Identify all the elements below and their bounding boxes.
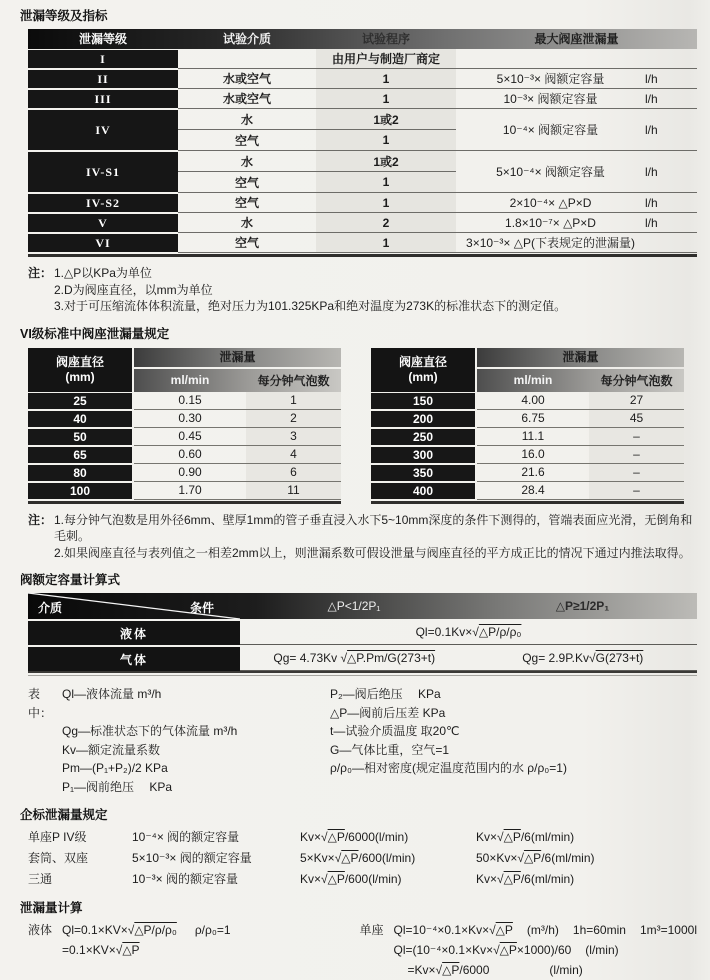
seat-leakage-tables (28, 348, 697, 504)
single-seat-label: 单座 (359, 923, 384, 937)
formula: =0.1×KV×√△P (62, 943, 140, 957)
liquid-formula: Ql=0.1Kv×√ △P/ρ/ρ₀ (415, 624, 522, 639)
table-row: 25 0.15 1 (28, 392, 341, 410)
table-row (28, 49, 697, 69)
diameter-header-cell: 阀座直径 (mm) (371, 348, 475, 392)
leakage-calculation-block (28, 920, 697, 980)
grade-cell: IV-S1 (28, 152, 178, 192)
table-bottom-rule (28, 501, 341, 504)
grade-cell: I (28, 50, 178, 68)
table-row (28, 193, 697, 213)
leakage-cell: 1.8×10⁻⁷× △P×D (505, 215, 596, 230)
rated-capacity-table (28, 593, 697, 676)
leakage-cell (456, 49, 645, 68)
liquid-label-cell: 液体 (28, 621, 240, 645)
formula: Ql=0.1×KV×√△P/ρ/ρ₀ (62, 923, 177, 937)
unit-cell: l/h (645, 164, 658, 179)
procedure-cell: 由用户与制造厂商定 (316, 49, 456, 68)
note-item: 1.每分钟气泡数是用外径6mm、壁厚1mm的管子垂直浸入水下5~10mm深度的条件下测得的，管端表面应光滑，无倒角和毛刺。 (54, 512, 693, 543)
leakage-cell: 5×10⁻⁴× 阀额定容量 (496, 165, 605, 179)
note-item: 3.对于可压缩流体体积流量，绝对压力为101.325KPa和绝对温度为273K的标准状态下的测定值。 (54, 299, 567, 313)
unit-cell: l/h (645, 215, 658, 230)
unit-cell (645, 49, 697, 68)
gas-formula-2: Qg= 2.9P.Kv√ G(273+t) (522, 650, 644, 665)
condition2-header: △P≥1/2P₁ (555, 599, 610, 613)
seat-leakage-table-left (28, 348, 341, 504)
table-row (28, 151, 697, 193)
unit-cell (645, 233, 697, 252)
table-row (28, 89, 697, 109)
procedure-cell: 1或2 (316, 109, 456, 129)
grade-cell: IV (28, 110, 178, 150)
leakage-cell: 5×10⁻³× 阀额定容量 (496, 72, 605, 86)
medium-cell: 空气 (234, 196, 259, 210)
unit-cell: l/h (645, 122, 658, 137)
unit-cell: l/h (645, 91, 658, 106)
leakage-header-cell: 泄漏量 (134, 348, 341, 367)
bubbles-header: 每分钟气泡数 (600, 373, 673, 388)
legend-item: P₁—阀前绝压 KPa (62, 779, 173, 794)
table-row: 300 16.0 – (371, 446, 684, 464)
legend-label: 表中： (28, 687, 53, 720)
procedure-cell: 1 (316, 233, 456, 252)
leakage-grade-table (28, 29, 697, 257)
legend-item: Ql—液体流量 m³/h (62, 687, 162, 701)
note-item: 2.如果阀座直径与表列值之一相差2mm以上，则泄漏系数可假设泄量与阀座直径的平方成正比的情况下通过内推法取得。 (54, 545, 691, 560)
table-row (28, 619, 697, 645)
legend-item: G—气体比重，空气=1 (330, 742, 450, 757)
legend-item: △P—阀前后压差 KPa (330, 705, 446, 720)
standard-row: 三通 10⁻³× 阀的额定容量 Kv×√△P/600(l/min) Kv×√△P/6(ml/min) (28, 868, 697, 889)
diagonal-header-cell (28, 593, 240, 619)
medium-cell: 空气 (234, 133, 259, 148)
legend-item: P₂—阀后绝压 KPa (330, 687, 441, 701)
section1-title: 泄漏等级及指标 (20, 9, 108, 23)
table-row (28, 109, 697, 151)
formula: 50×Kv×√△P/6(ml/min) (476, 850, 595, 865)
formula: Kv×√△P/6(ml/min) (476, 829, 575, 844)
table-row: 65 0.60 4 (28, 446, 341, 464)
medium-axis-label: 介质 (38, 601, 63, 615)
enterprise-standard-rows (28, 826, 697, 889)
grade-cell: V (28, 214, 178, 232)
unit: (l/min) (549, 963, 583, 977)
section6-title: 泄漏量计算 (20, 901, 83, 915)
table-row: 400 28.4 – (371, 482, 684, 500)
table-row: 350 21.6 – (371, 464, 684, 482)
grade-cell: IV-S2 (28, 194, 178, 212)
medium-cell: 水 (240, 216, 253, 230)
procedure-cell: 1或2 (316, 151, 456, 171)
formula: 5×Kv×√△P/600(l/min) (300, 850, 416, 865)
bubbles-header: 每分钟气泡数 (257, 373, 330, 388)
formula: Kv×√△P/6000(l/min) (300, 829, 409, 844)
section1-notes (28, 265, 697, 315)
leakage-cell: 3×10⁻³× △P(下表规定的泄漏量) (466, 236, 635, 250)
grade-cell: II (28, 70, 178, 88)
table-row (28, 69, 697, 89)
medium-cell (178, 49, 316, 68)
formula: Kv×√△P/600(l/min) (300, 871, 402, 886)
note-label: 注： (28, 266, 53, 280)
procedure-cell: 1 (316, 172, 456, 192)
legend-item: Kv—额定流量系数 (62, 742, 161, 757)
table1-header-row (28, 29, 697, 49)
procedure-cell: 1 (316, 193, 456, 212)
table1-header-grade: 泄漏等级 (78, 32, 127, 46)
section2-notes (28, 512, 697, 562)
medium-cell: 水 (240, 154, 253, 169)
unit: (l/min) (585, 943, 619, 957)
procedure-cell: 2 (316, 213, 456, 232)
condition-axis-label: 条件 (189, 601, 214, 615)
procedure-cell: 1 (316, 69, 456, 88)
leakage-cell: 10⁻⁴× 阀额定容量 (502, 123, 599, 137)
note-item: 1.△P以KPa为单位 (54, 266, 152, 280)
table-bottom-rule (28, 671, 697, 676)
medium-cell: 空气 (234, 236, 259, 250)
equivalence: 1h=60min (572, 923, 626, 937)
equivalence: 1m³=1000l (639, 923, 697, 937)
unit-cell: l/h (645, 71, 658, 86)
leakage-cell: 10⁻³× 阀额定容量 (503, 92, 598, 106)
medium-cell: 水或空气 (222, 72, 271, 86)
table-row: 200 6.75 45 (371, 410, 684, 428)
procedure-cell: 1 (316, 130, 456, 150)
table3-header-row (28, 593, 697, 619)
formula: Ql=10⁻⁴×0.1×Kv×√△P (393, 923, 513, 937)
standard-row: 套筒、双座 5×10⁻³× 阀的额定容量 5×Kv×√△P/600(l/min) 50×Kv×√△P/6(ml/min) (28, 847, 697, 868)
note-item: 2.D为阀座直径，以mm为单位 (54, 282, 213, 297)
table-row: 250 11.1 – (371, 428, 684, 446)
section3-title: 阀额定容量计算式 (20, 573, 121, 587)
symbols-legend (28, 685, 697, 796)
unit-cell: l/h (645, 195, 658, 210)
liquid-label: 液体 (28, 923, 53, 937)
table-row: 40 0.30 2 (28, 410, 341, 428)
legend-item: ρ/ρ₀—相对密度(规定温度范围内的水 ρ/ρ₀=1) (330, 761, 567, 775)
gas-label-cell: 气体 (28, 647, 240, 671)
legend-item: Qg—标准状态下的气体流量 m³/h (62, 724, 238, 738)
note-label: 注： (28, 512, 53, 527)
procedure-cell: 1 (316, 89, 456, 108)
table-row (28, 233, 697, 253)
table-row: 80 0.90 6 (28, 464, 341, 482)
ml-min-header: ml/min (170, 373, 210, 387)
leakage-header-cell: 泄漏量 (477, 348, 684, 367)
seat-leakage-table-right (371, 348, 684, 504)
formula: =Kv×√△P/6000 (407, 963, 490, 977)
diameter-header-cell: 阀座直径 (mm) (28, 348, 132, 392)
gas-formula-1: Qg= 4.73Kv √ △P.Pm/G(273+t) (273, 650, 436, 665)
table-bottom-rule (28, 254, 697, 257)
medium-cell: 水 (240, 112, 253, 127)
section5-title: 企标泄漏量规定 (20, 808, 108, 822)
leakage-cell: 2×10⁻⁴× △P×D (509, 195, 592, 210)
standard-row: 单座P IV级 10⁻⁴× 阀的额定容量 Kv×√△P/6000(l/min) Kv×√△P/6(ml/min) (28, 826, 697, 847)
table-row: 150 4.00 27 (371, 392, 684, 410)
table1-header-procedure: 试验程序 (361, 32, 410, 46)
table-row (28, 645, 697, 671)
table-bottom-rule (371, 501, 684, 504)
table1-header-medium: 试验介质 (222, 32, 271, 46)
condition1-header: △P<1/2P₁ (327, 599, 381, 613)
medium-cell: 水或空气 (222, 92, 271, 106)
legend-item: t—试验介质温度 取20℃ (330, 724, 460, 738)
table-row (28, 213, 697, 233)
section2-title: VI级标准中阀座泄漏量规定 (20, 326, 170, 341)
unit: (m³/h) (526, 923, 559, 937)
medium-cell: 空气 (234, 175, 259, 190)
condition-value: ρ/ρ₀=1 (194, 923, 231, 937)
table-row: 50 0.45 3 (28, 428, 341, 446)
legend-item: Pm—(P₁+P₂)/2 KPa (62, 761, 168, 775)
table-row: 100 1.70 11 (28, 482, 341, 500)
grade-cell: III (28, 90, 178, 108)
grade-cell: VI (28, 234, 178, 252)
formula: Kv×√△P/6(ml/min) (476, 871, 575, 886)
table1-header-leakage: 最大阀座泄漏量 (534, 32, 619, 46)
ml-min-header: ml/min (513, 373, 553, 387)
formula: Ql=(10⁻⁴×0.1×Kv×√△P×1000)/60 (393, 943, 572, 957)
